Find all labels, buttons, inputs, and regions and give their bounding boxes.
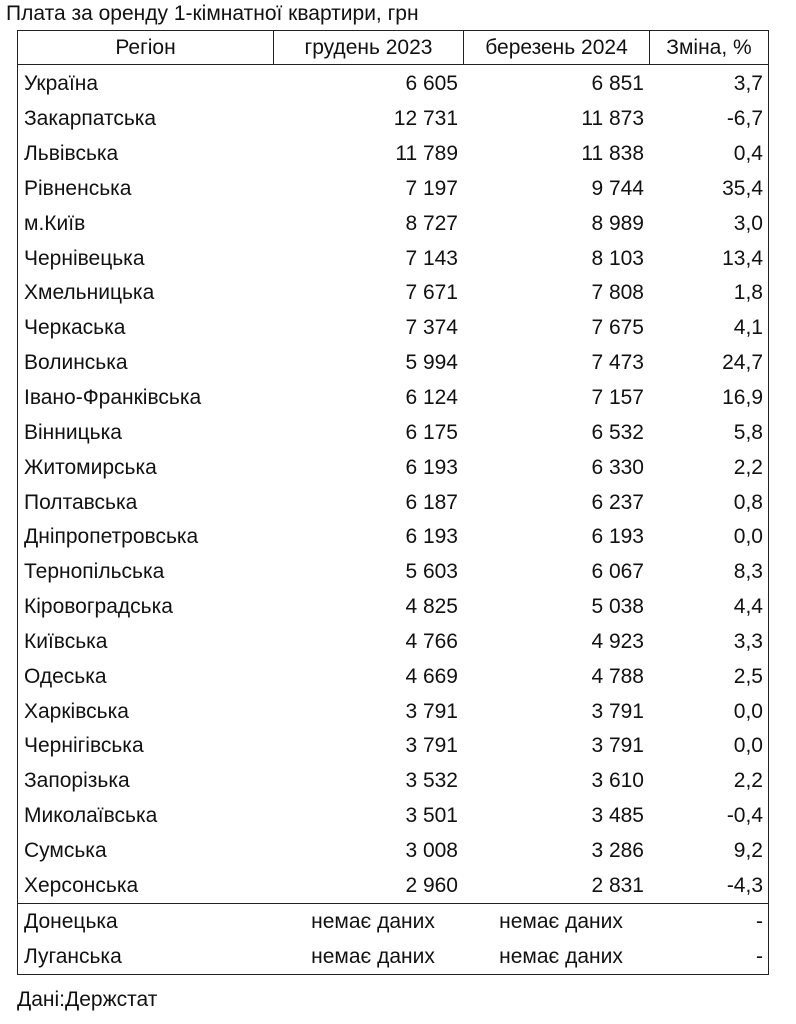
dec-2023-cell: 6 187 — [405, 490, 458, 514]
change-cell: 0,4 — [733, 142, 763, 166]
dec-2023-cell: 6 193 — [405, 525, 458, 549]
mar-2024-cell: немає даних — [499, 944, 623, 968]
change-cell: 9,2 — [733, 838, 763, 862]
dec-2023-cell: 3 791 — [405, 734, 458, 758]
region-cell: Закарпатська — [24, 107, 157, 131]
table-row-no-data — [18, 939, 768, 974]
dec-2023-cell: немає даних — [311, 944, 435, 968]
mar-2024-cell: 3 610 — [591, 769, 644, 793]
dec-2023-cell: 7 197 — [405, 176, 458, 200]
table-header-row — [18, 31, 768, 65]
region-cell: Кіровоградська — [24, 595, 173, 619]
mar-2024-cell: 9 744 — [591, 176, 644, 200]
dec-2023-cell: 4 669 — [405, 664, 458, 688]
mar-2024-cell: 8 989 — [591, 211, 644, 235]
table-row — [18, 381, 768, 416]
table-row — [18, 485, 768, 520]
change-cell: 4,4 — [733, 595, 763, 619]
region-cell: Хмельницька — [24, 281, 155, 305]
change-cell: 3,0 — [733, 211, 763, 235]
region-cell: Одеська — [24, 664, 107, 688]
change-cell: 16,9 — [722, 386, 763, 410]
dec-2023-cell: 3 008 — [405, 838, 458, 862]
table-row — [18, 415, 768, 450]
change-cell: -6,7 — [726, 107, 763, 131]
change-cell: -4,3 — [726, 873, 763, 897]
dec-2023-cell: 6 175 — [405, 420, 458, 444]
mar-2024-cell: 3 791 — [591, 699, 644, 723]
dec-2023-cell: 7 143 — [405, 246, 458, 270]
mar-2024-cell: 6 067 — [591, 560, 644, 584]
dec-2023-cell: 4 825 — [405, 595, 458, 619]
dec-2023-cell: 3 501 — [405, 804, 458, 828]
region-cell: Харківська — [24, 699, 129, 723]
mar-2024-cell: 3 286 — [591, 838, 644, 862]
mar-2024-cell: 5 038 — [591, 595, 644, 619]
table-title: Плата за оренду 1-кімнатної квартири, грн — [6, 2, 419, 25]
mar-2024-cell: 3 485 — [591, 804, 644, 828]
region-cell: Херсонська — [24, 873, 139, 897]
change-cell: 35,4 — [722, 176, 763, 200]
table-row — [18, 102, 768, 137]
region-cell: Запорізька — [24, 769, 130, 793]
header-change: Зміна, % — [666, 35, 752, 59]
region-cell: Черкаська — [24, 316, 126, 340]
mar-2024-cell: 6 193 — [591, 525, 644, 549]
change-cell: 24,7 — [722, 351, 763, 375]
region-cell: м.Київ — [24, 211, 86, 235]
table-row — [18, 729, 768, 764]
mar-2024-cell: 4 788 — [591, 664, 644, 688]
table-row — [18, 764, 768, 799]
table-row — [18, 450, 768, 485]
table-row — [18, 868, 768, 903]
dec-2023-cell: 7 374 — [405, 316, 458, 340]
table-row — [18, 520, 768, 555]
mar-2024-cell: 7 473 — [591, 351, 644, 375]
region-cell: Україна — [24, 72, 99, 96]
mar-2024-cell: 2 831 — [591, 873, 644, 897]
table-row — [18, 659, 768, 694]
dec-2023-cell: 2 960 — [405, 873, 458, 897]
region-cell: Сумська — [24, 838, 107, 862]
change-cell: 0,0 — [733, 699, 763, 723]
change-cell: 0,0 — [733, 734, 763, 758]
mar-2024-cell: 11 873 — [581, 107, 644, 131]
table-row — [18, 625, 768, 660]
dec-2023-cell: 5 603 — [405, 560, 458, 584]
mar-2024-cell: 4 923 — [591, 629, 644, 653]
region-cell: Полтавська — [24, 490, 138, 514]
region-cell: Чернігівська — [24, 734, 144, 758]
region-cell: Луганська — [24, 944, 122, 968]
region-cell: Рівненська — [24, 176, 132, 200]
table-no-data-body — [18, 904, 768, 974]
region-cell: Житомирська — [24, 455, 157, 479]
change-cell: 2,2 — [733, 769, 763, 793]
mar-2024-cell: немає даних — [499, 909, 623, 933]
rent-table — [17, 30, 769, 975]
change-cell: 3,7 — [733, 72, 763, 96]
table-row — [18, 137, 768, 172]
header-dec-2023: грудень 2023 — [274, 31, 464, 64]
region-cell: Вінницька — [24, 420, 122, 444]
mar-2024-cell: 3 791 — [591, 734, 644, 758]
region-cell: Чернівецька — [24, 246, 145, 270]
mar-2024-cell: 6 851 — [591, 72, 644, 96]
dec-2023-cell: 12 731 — [393, 107, 458, 131]
mar-2024-cell: 6 237 — [591, 490, 644, 514]
mar-2024-cell: 6 532 — [591, 420, 644, 444]
mar-2024-cell: 6 330 — [591, 455, 644, 479]
table-row — [18, 67, 768, 102]
region-cell: Дніпропетровська — [24, 525, 199, 549]
mar-2024-cell: 7 157 — [591, 386, 644, 410]
change-cell: 3,3 — [733, 629, 763, 653]
dec-2023-cell: 6 193 — [405, 455, 458, 479]
table-row — [18, 206, 768, 241]
change-cell: -0,4 — [726, 804, 763, 828]
dec-2023-cell: 6 605 — [405, 72, 458, 96]
dec-2023-cell: 8 727 — [405, 211, 458, 235]
dec-2023-cell: 3 791 — [405, 699, 458, 723]
table-row — [18, 172, 768, 207]
table-row — [18, 276, 768, 311]
region-cell: Київська — [24, 629, 108, 653]
table-row — [18, 555, 768, 590]
table-row — [18, 311, 768, 346]
change-cell: 1,8 — [733, 281, 763, 305]
change-cell: 0,0 — [733, 525, 763, 549]
change-cell: 2,2 — [733, 455, 763, 479]
change-cell: 4,1 — [733, 316, 763, 340]
table-row-no-data — [18, 904, 768, 939]
change-cell: 13,4 — [722, 246, 763, 270]
region-cell: Донецька — [24, 909, 118, 933]
change-cell: 5,8 — [733, 420, 763, 444]
dec-2023-cell: 11 789 — [395, 142, 458, 166]
table-row — [18, 834, 768, 869]
mar-2024-cell: 11 838 — [581, 142, 644, 166]
dec-2023-cell: 3 532 — [405, 769, 458, 793]
dec-2023-cell: 6 124 — [405, 386, 458, 410]
region-cell: Волинська — [24, 351, 128, 375]
dec-2023-cell: 4 766 — [405, 629, 458, 653]
data-source: Дані:Держстат — [17, 988, 158, 1011]
header-mar-2024: березень 2024 — [464, 31, 650, 64]
dec-2023-cell: немає даних — [311, 909, 435, 933]
change-cell: 2,5 — [733, 664, 763, 688]
region-cell: Тернопільська — [24, 560, 165, 584]
header-region: Регіон — [18, 31, 274, 64]
region-cell: Львівська — [24, 142, 119, 166]
table-row — [18, 590, 768, 625]
change-cell: - — [756, 944, 763, 968]
table-row — [18, 799, 768, 834]
dec-2023-cell: 7 671 — [405, 281, 458, 305]
table-row — [18, 241, 768, 276]
dec-2023-cell: 5 994 — [405, 351, 458, 375]
change-cell: 8,3 — [733, 560, 763, 584]
change-cell: - — [756, 909, 763, 933]
table-row — [18, 346, 768, 381]
mar-2024-cell: 7 675 — [591, 316, 644, 340]
mar-2024-cell: 8 103 — [591, 246, 644, 270]
mar-2024-cell: 7 808 — [591, 281, 644, 305]
region-cell: Миколаївська — [24, 804, 158, 828]
region-cell: Івано-Франківська — [24, 386, 202, 410]
table-row — [18, 694, 768, 729]
table-body — [18, 65, 768, 904]
change-cell: 0,8 — [733, 490, 763, 514]
